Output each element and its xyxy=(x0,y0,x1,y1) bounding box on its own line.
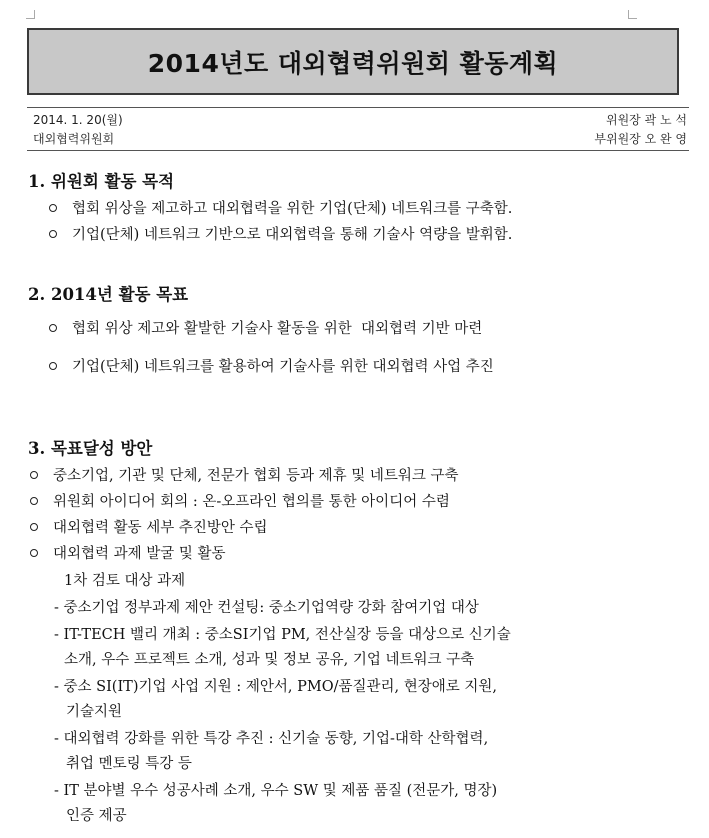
circle-bullet-icon xyxy=(49,204,57,212)
circle-bullet-icon xyxy=(30,497,38,505)
section-1-item: 협회 위상을 제고하고 대외협력을 위한 기업(단체) 네트워크를 구축함. xyxy=(72,201,513,217)
section-3-item: 대외협력 과제 발굴 및 활동 xyxy=(53,546,226,562)
section-2-heading: 2. 2014년 활동 목표 xyxy=(28,285,189,304)
section-3-heading: 3. 목표달성 방안 xyxy=(28,439,153,458)
section-2-item: 기업(단체) 네트워크를 활용하여 기술사를 위한 대외협력 사업 추진 xyxy=(72,359,494,375)
header-vice-chair: 부위원장 오 완 영 xyxy=(594,132,687,146)
circle-bullet-icon xyxy=(30,523,38,531)
header-department: 대외협력위원회 xyxy=(33,132,115,146)
sub-item: - 대외협력 강화를 위한 특강 추진 : 신기술 동향, 기업-대학 산학협력, xyxy=(54,731,489,747)
header-rule-top xyxy=(27,107,689,108)
section-3-item: 중소기업, 기관 및 단체, 전문가 협회 등과 제휴 및 네트워크 구축 xyxy=(53,468,459,484)
sub-item: - 중소기업 정부과제 제안 컨설팅: 중소기업역량 강화 참여기업 대상 xyxy=(54,600,479,616)
header-date: 2014. 1. 20(월) xyxy=(33,113,123,127)
circle-bullet-icon xyxy=(49,230,57,238)
section-3-item: 위원회 아이디어 회의 : 온-오프라인 협의를 통한 아이디어 수렴 xyxy=(53,494,450,510)
sub-item-continuation: 취업 멘토링 특강 등 xyxy=(66,756,192,772)
sub-item-continuation: 인증 제공 xyxy=(66,808,127,824)
section-1-heading: 1. 위원회 활동 목적 xyxy=(28,172,175,191)
header-rule-bottom xyxy=(27,150,689,151)
header-chair: 위원장 곽 노 석 xyxy=(606,113,687,127)
section-1-item: 기업(단체) 네트워크 기반으로 대외협력을 통해 기술사 역량을 발휘함. xyxy=(72,227,513,243)
circle-bullet-icon xyxy=(49,362,57,370)
circle-bullet-icon xyxy=(30,549,38,557)
page-corner-mark-right xyxy=(628,10,637,19)
page-corner-mark-left xyxy=(26,10,35,19)
circle-bullet-icon xyxy=(30,471,38,479)
sub-item-continuation: 소개, 우수 프로젝트 소개, 성과 및 정보 공유, 기업 네트워크 구축 xyxy=(64,652,475,668)
document-title: 2014년도 대외협력위원회 활동계획 xyxy=(147,48,559,78)
section-2-item: 협회 위상 제고와 활발한 기술사 활동을 위한 대외협력 기반 마련 xyxy=(72,321,483,337)
sub-heading: 1차 검토 대상 과제 xyxy=(64,573,186,589)
circle-bullet-icon xyxy=(49,324,57,332)
sub-item: - IT-TECH 밸리 개최 : 중소SI기업 PM, 전산실장 등을 대상으로 신기술 xyxy=(54,627,511,643)
sub-item-continuation: 기술지원 xyxy=(66,704,123,720)
sub-item: - IT 분야별 우수 성공사례 소개, 우수 SW 및 제품 품질 (전문가, 명장) xyxy=(54,783,498,799)
title-box xyxy=(27,28,679,95)
sub-item: - 중소 SI(IT)기업 사업 지원 : 제안서, PMO/품질관리, 현장애로 지원, xyxy=(54,679,497,695)
section-3-item: 대외협력 활동 세부 추진방안 수립 xyxy=(53,520,268,536)
